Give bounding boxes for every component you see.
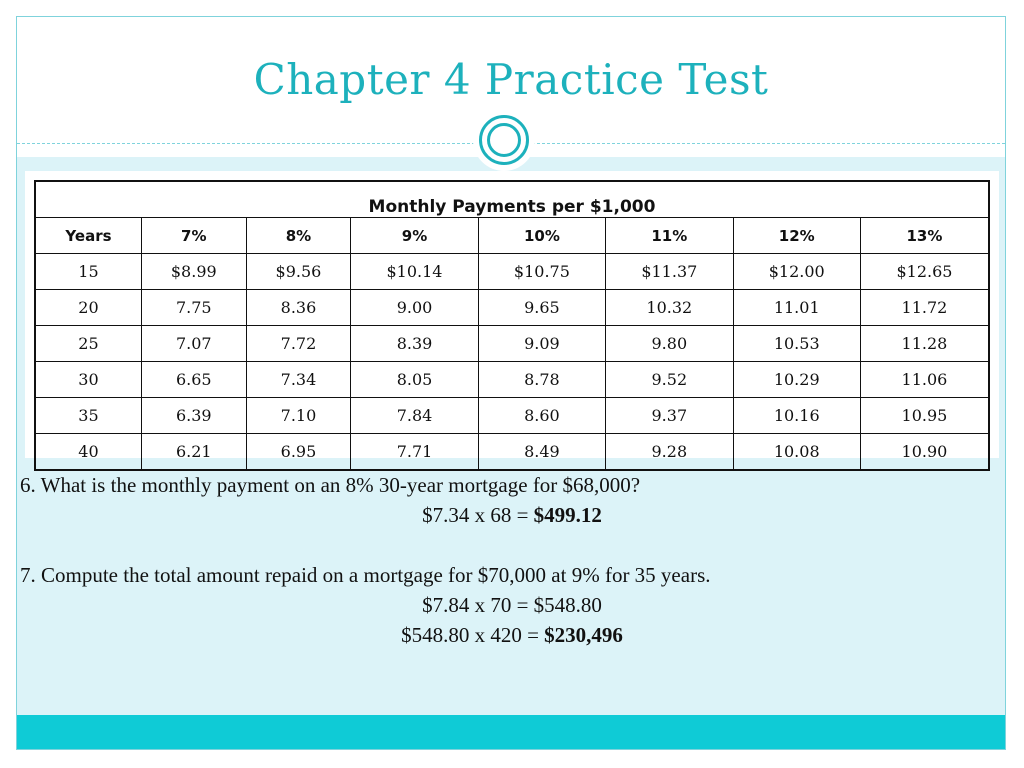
payment-cell: 10.90 [860,434,989,471]
payment-cell: $12.65 [860,254,989,290]
table-header-row [35,218,989,254]
monthly-payments-table [34,180,990,471]
table-caption-row [35,181,989,218]
payment-cell: 6.95 [246,434,351,471]
payment-cell: 9.65 [478,290,605,326]
payment-cell: 6.65 [141,362,246,398]
payment-cell: $8.99 [141,254,246,290]
payment-cell: 8.05 [351,362,478,398]
payment-cell: 11.28 [860,326,989,362]
payment-cell: 8.39 [351,326,478,362]
slide-title: Chapter 4 Practice Test [253,55,769,104]
years-cell: 30 [35,362,141,398]
payment-cell: 11.72 [860,290,989,326]
payment-cell: 7.07 [141,326,246,362]
header-cell: 10% [478,218,605,254]
answer-6-calc: $7.34 x 68 = [422,503,534,527]
answer-7-calc: $548.80 x 420 = [401,623,545,647]
payment-cell: 10.16 [733,398,860,434]
years-cell: 20 [35,290,141,326]
payment-cell: 8.60 [478,398,605,434]
payment-cell: 7.84 [351,398,478,434]
years-cell: 25 [35,326,141,362]
payment-cell: 8.78 [478,362,605,398]
payment-cell: 9.37 [606,398,733,434]
header-cell: Years [35,218,141,254]
header-cell: 11% [606,218,733,254]
payment-cell: 10.53 [733,326,860,362]
question-7: 7. Compute the total amount repaid on a mortgage for $70,000 at 9% for 35 years. [20,563,711,587]
footer-bar [17,715,1005,749]
payment-cell: 10.32 [606,290,733,326]
table-row [35,398,989,434]
payment-cell: 7.34 [246,362,351,398]
header-cell: 9% [351,218,478,254]
table-row [35,290,989,326]
payment-cell: $11.37 [606,254,733,290]
payment-cell: $9.56 [246,254,351,290]
table-caption: Monthly Payments per $1,000 [35,181,989,218]
payment-cell: 9.09 [478,326,605,362]
payment-cell: $10.14 [351,254,478,290]
payment-cell: 8.49 [478,434,605,471]
header-cell: 12% [733,218,860,254]
answer-6 [0,503,1024,528]
payment-cell: 7.10 [246,398,351,434]
payment-cell: 7.71 [351,434,478,471]
payment-cell: 10.95 [860,398,989,434]
payment-cell: 7.72 [246,326,351,362]
table-row [35,362,989,398]
years-cell: 40 [35,434,141,471]
payment-cell: 10.08 [733,434,860,471]
payment-cell: $12.00 [733,254,860,290]
header-cell: 8% [246,218,351,254]
payment-cell: 10.29 [733,362,860,398]
years-cell: 35 [35,398,141,434]
header-cell: 7% [141,218,246,254]
payment-cell: 9.00 [351,290,478,326]
payment-cell: 11.06 [860,362,989,398]
payment-cell: 11.01 [733,290,860,326]
header-cell: 13% [860,218,989,254]
payment-cell: 6.39 [141,398,246,434]
payment-cell: 8.36 [246,290,351,326]
payment-table-panel [25,171,999,461]
payment-cell: $10.75 [478,254,605,290]
payment-cell: 9.28 [606,434,733,471]
answer-6-result: $499.12 [533,503,602,527]
answer-7 [0,623,1024,648]
table-row [35,434,989,471]
answer-7-step: $7.84 x 70 = $548.80 [422,593,602,617]
answer-7-result: $230,496 [544,623,623,647]
payment-cell: 7.75 [141,290,246,326]
payment-cell: 9.80 [606,326,733,362]
years-cell: 15 [35,254,141,290]
circle-ornament-icon [479,115,529,165]
question-6: 6. What is the monthly payment on an 8% 30-year mortgage for $68,000? [20,473,641,497]
circle-ornament-inner [487,123,521,157]
table-row [35,254,989,290]
payment-cell: 6.21 [141,434,246,471]
payment-cell: 9.52 [606,362,733,398]
table-row [35,326,989,362]
